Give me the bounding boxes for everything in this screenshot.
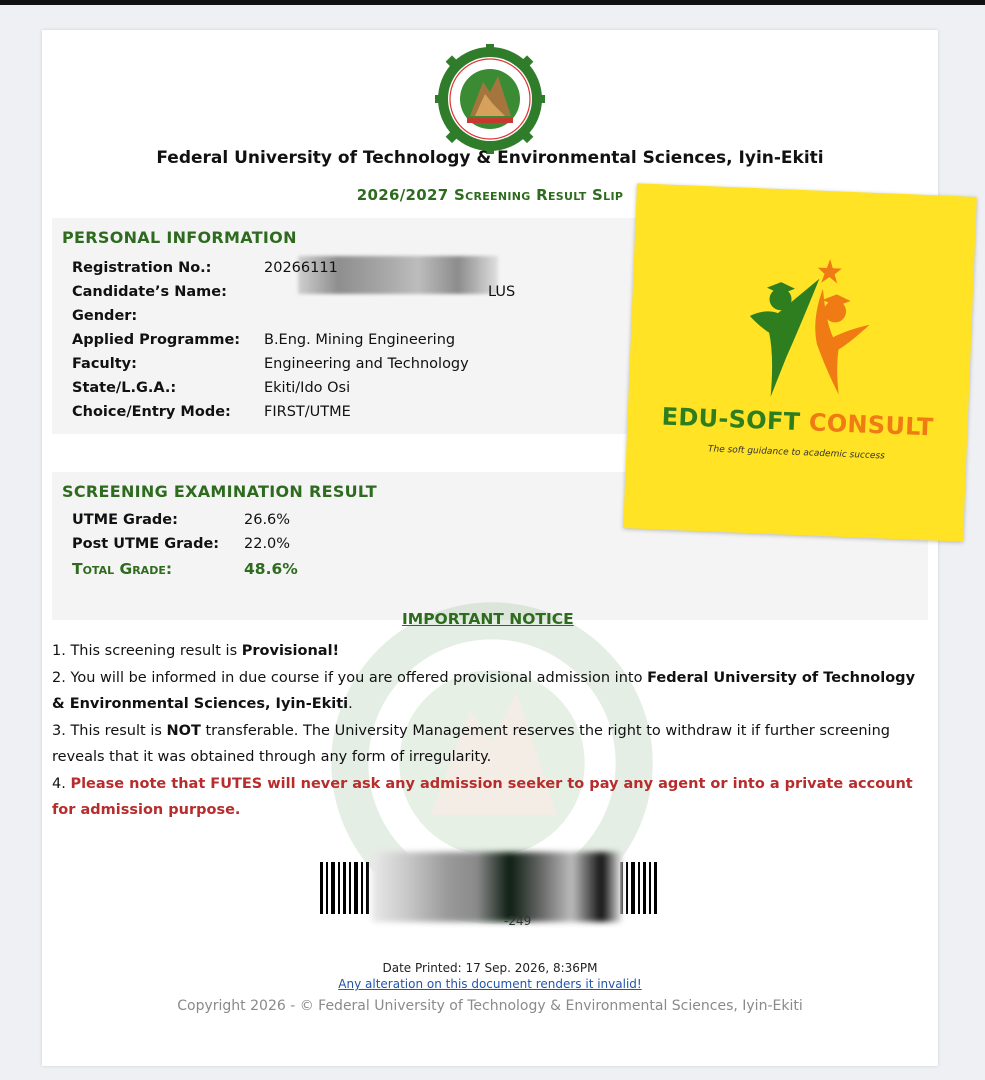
field-label: Choice/Entry Mode: bbox=[72, 404, 231, 420]
notice-text: transferable. The University Management reserves the right to withdraw it if further screening reveals that it was obtained through any form of irregularity. bbox=[52, 722, 890, 765]
field-label: Applied Programme: bbox=[72, 332, 241, 348]
notice-item-4 bbox=[52, 771, 932, 824]
brand-part-green: EDU-SOFT bbox=[661, 402, 810, 437]
field-label: Registration No.: bbox=[72, 260, 212, 276]
notice-text: 3. This result is bbox=[52, 722, 167, 739]
notice-item-3 bbox=[52, 718, 932, 771]
redacted-barcode-area bbox=[372, 852, 622, 922]
utme-grade-label: UTME Grade: bbox=[72, 512, 178, 528]
edu-soft-consult-overlay bbox=[623, 183, 977, 541]
notice-text: 4. bbox=[52, 775, 71, 792]
important-notice-list bbox=[52, 638, 932, 824]
result-slip-page bbox=[42, 30, 938, 1066]
notice-text: . bbox=[348, 696, 353, 712]
notice-text: 1. This screening result is bbox=[52, 643, 242, 659]
field-value: FIRST/UTME bbox=[264, 404, 351, 420]
brand-part-orange: CONSULT bbox=[808, 408, 935, 442]
notice-item-1 bbox=[52, 638, 932, 665]
notice-warning: Please note that FUTES will never ask any admission seeker to pay any agent or into a private account for admission purpose. bbox=[52, 775, 913, 818]
university-name: Federal University of Technology & Environmental Sciences, Iyin-Ekiti bbox=[156, 148, 824, 168]
utme-grade-value: 26.6% bbox=[244, 512, 291, 528]
graduates-logo-icon bbox=[727, 245, 878, 401]
post-utme-grade-value: 22.0% bbox=[244, 536, 291, 552]
field-value: Ekiti/Ido Osi bbox=[264, 380, 351, 396]
post-utme-grade-label: Post UTME Grade: bbox=[72, 536, 220, 552]
field-label: Candidate’s Name: bbox=[72, 284, 227, 300]
notice-bold: NOT bbox=[166, 722, 201, 739]
top-status-bar bbox=[0, 0, 985, 5]
field-value: B.Eng. Mining Engineering bbox=[264, 332, 456, 348]
total-grade-label: Total Grade: bbox=[72, 560, 173, 578]
barcode-number: -249 bbox=[504, 914, 532, 928]
important-notice-title: IMPORTANT NOTICE bbox=[402, 610, 574, 628]
personal-information-heading: PERSONAL INFORMATION bbox=[62, 228, 297, 247]
field-value: LUS bbox=[488, 284, 516, 300]
field-value: 20266111 bbox=[264, 260, 338, 276]
ad-brand-name bbox=[627, 401, 968, 443]
total-grade-value: 48.6% bbox=[244, 560, 298, 578]
copyright-text: Copyright 2026 - © Federal University of Technology & Environmental Sciences, Iyin-Ekiti bbox=[177, 998, 803, 1014]
notice-bold: Federal University of Technology & Environmental Sciences, Iyin-Ekiti bbox=[52, 669, 916, 712]
alteration-warning: Any alteration on this document renders it invalid! bbox=[338, 977, 642, 991]
field-label: Faculty: bbox=[72, 356, 137, 372]
screening-result-heading: SCREENING EXAMINATION RESULT bbox=[62, 482, 377, 501]
notice-bold: Provisional! bbox=[241, 643, 340, 659]
field-value: Engineering and Technology bbox=[264, 356, 469, 372]
notice-item-2 bbox=[52, 665, 932, 718]
field-label: Gender: bbox=[72, 308, 138, 324]
notice-text: 2. You will be informed in due course if you are offered provisional admission into bbox=[52, 669, 648, 686]
date-printed: Date Printed: 17 Sep. 2026, 8:36PM bbox=[382, 961, 598, 975]
university-seal-logo bbox=[435, 44, 545, 154]
slip-title: 2026/2027 Screening Result Slip bbox=[356, 186, 624, 204]
ad-tagline: The soft guidance to academic success bbox=[707, 444, 885, 462]
field-label: State/L.G.A.: bbox=[72, 380, 177, 396]
